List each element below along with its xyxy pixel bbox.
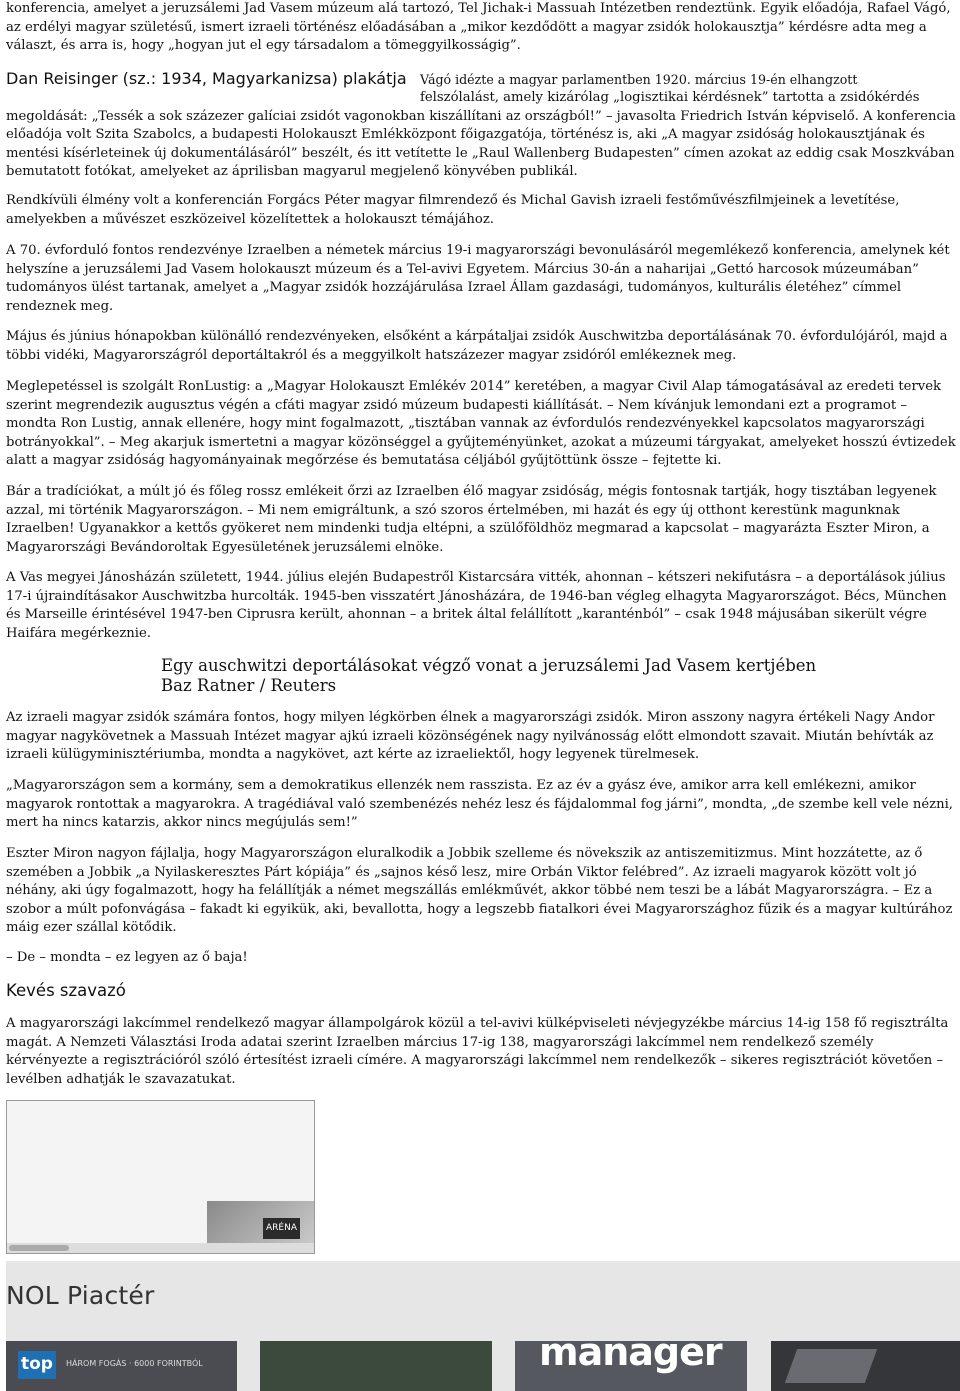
manager-logo: manager: [539, 1341, 722, 1374]
promo-tile[interactable]: [771, 1341, 960, 1391]
horizontal-scrollbar[interactable]: [7, 1243, 314, 1253]
article-paragraph: felszólalást, amely kizárólag „logisztikai kérdésnek” tartotta a zsidókérdés megoldását: „Tessék a sok százezer galíciai zsidót vagonokban kiszállítani az országból!” – javasolta Friedrich István képviselő. A konferencia előadója volt Szita Szabolcs, a budapesti Holokauszt Emlékközpont főigazgatója, történész is, aki „A magyar zsidóság holokausztjának és mentési kísérleteinek új dokumentálásáról” beszélt, és itt vetítette le „Raul Wallenberg Budapesten” címen azokat az eddig csak Moszkvában bemutatott fotókat, amelyeket az áprilisban magyarul megjelenő könyvében publikál.: [6, 90, 956, 179]
photo-credit: Baz Ratner / Reuters: [161, 676, 337, 695]
article-paragraph: A Vas megyei Jánosházán született, 1944. július elején Budapestről Kistarcsára vitték, ahonnan – kétszeri nekifutásra – a deportálások július 17-i újraindításakor Auschwitzba hurcolták. 1945-ben visszatért Jánosházára, de 1946-ban végleg elhagyta Magyarországot. Bécs, München és Marseille érintésével 1947-ben Ciprusra került, ahonnan – a britek által felállított „karanténból” – csak 1948 májusában sikerült végre Haifára megérkeznie.: [6, 570, 947, 641]
brand-logo-icon: [785, 1349, 877, 1383]
article-paragraph: Eszter Miron nagyon fájlalja, hogy Magyarországon eluralkodik a Jobbik szelleme és növekszik az antiszemitizmus. Mint hozzátette, az ő szemében a Jobbik „a Nyilaskeresztes Párt kópiája” és „sajnos késő lesz, mire Orbán Viktor felébred”. Az izraeli magyarok között volt jó néhány, aki úgy fogalmazott, hogy ha felállítják a német megszállás emlékművét, akkor többé nem teszi be a lábát Magyarországra. – Ez a szobor a múlt pofonvágása – fakadt ki egyikük, aki, bevallotta, hogy a legszebb fiatalkori évei Magyarországhoz fűzik és a magyar kultúrához máig ezer szállal kötődik.: [6, 846, 953, 935]
promo-tile[interactable]: [6, 1341, 237, 1391]
paragraph-inline-start: Vágó idézte a magyar parlamentben 1920. március 19-én elhangzott: [420, 72, 858, 87]
article-paragraph: – De – mondta – ez legyen az ő baja!: [6, 950, 248, 965]
article-paragraph: Meglepetéssel is szolgált RonLustig: a „Magyar Holokauszt Emlékév 2014” keretében, a magyar Civil Alap támogatásával az eredeti tervek szerint megrendezik augusztus végén a cfáti magyar zsidó múzeum budapesti kiállítását. – Nem kívánjuk lemondani ezt a programot – mondta Ron Lustig, annak ellenére, hogy mint fogalmazott, „tisztában vannak az évfordulós rendezvényekkel kapcsolatos magyarországi botrányokkal”. – Meg akarjuk ismertetni a magyar közönséggel a gyűjteményünket, azokat a múzeumi tárgyakat, amelyeket hosszú évtizedek alatt a magyar zsidóság hagyományainak megőrzése és bemutatása céljából gyűjtöttünk össze – fejtette ki.: [6, 379, 956, 468]
article-paragraph: konferencia, amelyet a jeruzsálemi Jad Vasem múzeum alá tartozó, Tel Jichak-i Massuah Intézetben rendeztünk. Egyik előadója, Rafael Vágó, az erdélyi magyar születésű, ismert izraeli történész előadásában a „mikor kezdődött a magyar zsidók holokausztja” kérdésre adta meg a választ, és arra is, hogy „hogyan jut el egy társadalom a tömeggyilkosságig”.: [6, 1, 951, 53]
article-paragraph: A 70. évforduló fontos rendezvénye Izraelben a németek március 19-i magyarországi bevonulásáról megemlékező konferencia, amelynek két helyszíne a jeruzsálemi Jad Vasem holokauszt múzeum és a Tel-avivi Egyetem. Március 30-án a naharijai „Gettó harcosok múzeumában” tudományos ülést tartanak, amelyet a „Magyar zsidók hozzájárulása Izrael Állam gazdasági, tudományos, kulturális életéhez” címmel rendeznek meg.: [6, 243, 950, 314]
photo-caption-title: Egy auschwitzi deportálásokat végző vonat a jeruzsálemi Jad Vasem kertjében: [161, 656, 817, 675]
photo-caption: [161, 656, 941, 696]
article-paragraph: Május és június hónapokban különálló rendezvényeken, elsőként a kárpátaljai zsidók Auschwitzba deportálásának 70. évfordulójáról, majd a többi vidéki, Magyarországról deportáltakról és a meggyilkolt hatszázezer magyar zsidóról emlékeznek meg.: [6, 329, 948, 363]
article-paragraph: Rendkívüli élmény volt a konferencián Forgács Péter magyar filmrendező és Michal Gavish izraeli festőművészfilmjeinek a levetítése, amelyekben a művészet eszközeivel közelítettek a holokauszt témájához.: [6, 193, 900, 227]
top-logo: top: [18, 1351, 56, 1379]
article-paragraph: Bár a tradíciókat, a múlt jó és főleg rossz emlékeit őrzi az Izraelben élő magyar zsidóság, mégis fontosnak tartják, hogy tisztában legyenek azzal, mi történik Magyarországon. – Mi nem emigráltunk, a szó szoros értelmében, mi hazát és egy új otthont kerestünk magunknak Izraelben! Ugyanakkor a kettős gyökeret nem mindenki tudja eltépni, a szülőföldhöz megmarad a kapcsolat – magyarázta Eszter Miron, a Magyarországi Bevándoroltak Egyesületének jeruzsálemi elnöke.: [6, 484, 937, 555]
section-heading: Kevés szavazó: [6, 981, 126, 1000]
promo-tile[interactable]: [260, 1341, 492, 1391]
image-caption: Dan Reisinger (sz.: 1934, Magyarkanizsa) plakátja: [6, 69, 407, 88]
embedded-media-frame[interactable]: [6, 1100, 315, 1254]
article-paragraph: „Magyarországon sem a kormány, sem a demokratikus ellenzék nem rasszista. Ez az év a gyász éve, amikor arra kell emlékezni, amikor magyarok rontottak a magyarokra. A tragédiával való szembenézés nehéz lesz és fájdalommal fog járni”, mondta, „de szembe kell vele nézni, mert ha nincs katarzis, akkor nincs megújulás sem!”: [6, 778, 953, 830]
promo-tile[interactable]: [515, 1341, 747, 1391]
article-paragraph: A magyarországi lakcímmel rendelkező magyar állampolgárok közül a tel-avivi külképviseleti névjegyzékbe március 14-ig 158 fő regisztrálta magát. A Nemzeti Választási Iroda adatai szerint Izraelben március 17-ig 138, magyarországi lakcímmel nem rendelkező személy kérvényezte a regisztrációról szóló értesítést izraeli címére. A magyarországi lakcímmel nem rendelkezők – sikeres regisztrációt követően – levélben adhatják le szavazatukat.: [6, 1016, 949, 1087]
article-paragraph: Az izraeli magyar zsidók számára fontos, hogy milyen légkörben élnek a magyarországi zsidók. Miron asszony nagyra értékeli Nagy Andor magyar nagykövetnek a Massuah Intézet magyar ajkú izraeli közönségének nagy nyilvánosság előtt elmondott szavait. Miután behívták az izraeli külügyminisztériumba, mondta a nagykövet, azt kérte az izraeliektől, hogy legyenek türelmesek.: [6, 710, 935, 762]
nol-piacter-section: [6, 1261, 960, 1391]
promo-text: HÁROM FOGÁS · 6000 FORINTBÓL: [66, 1359, 203, 1368]
scrollbar-thumb[interactable]: [9, 1245, 69, 1251]
piacter-title: NOL Piactér: [6, 1281, 155, 1310]
media-label: ARÉNA: [263, 1218, 300, 1239]
